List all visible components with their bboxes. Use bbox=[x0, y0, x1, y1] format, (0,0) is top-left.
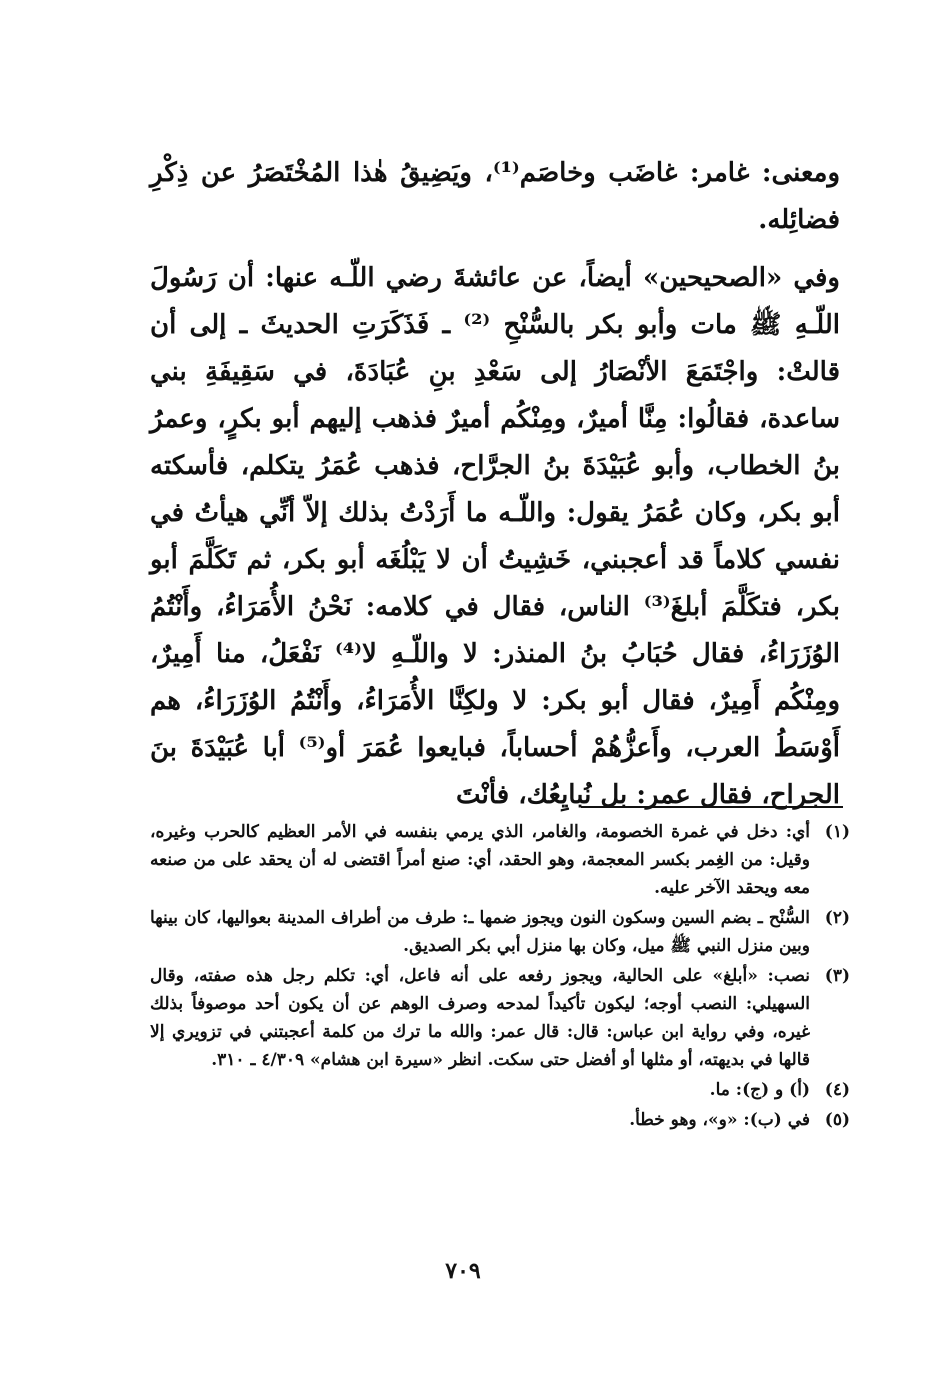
footnote-separator-rule bbox=[581, 806, 843, 808]
footnote-text: السُّنْح ـ بضم السين وسكون النون ويجوز ضمها ـ: طرف من أطراف المدينة بعواليها، كان بينها وبين منزل النبي ﷺ ميل، وكان بها منزل أبي بكر الصديق. bbox=[150, 908, 810, 956]
footnote-number: (١) bbox=[824, 822, 850, 842]
page-number: ٧٠٩ bbox=[445, 1258, 481, 1284]
footnote-text: أي: دخل في غمرة الخصومة، والغامر، الذي يرمي بنفسه في الأمر العظيم كالحرب وغيره، وقيل: من الغِمر بكسر المعجمة، وهو الحقد، أي: صنع أمراً اقتضى له أن يحقد على من صنعه معه ويحقد الآخر عليه. bbox=[150, 822, 810, 898]
footnote-3 bbox=[150, 962, 850, 1074]
paragraph-2-text: وفي «الصحيحين» أيضاً، عن عائشةَ رضي اللّـه عنها: أن رَسُولَ اللّـهِ ﷺ مات وأبو بكر بالسُّنْحِ ⁽²⁾ ـ فَذَكَرَتِ الحديثَ ـ إلى أن قالتْ: واجْتَمَعَ الأنْصَارُ إلى سَعْدِ بنِ عُبَادَةَ، في سَقِيفَةِ بني ساعدة، فقالُوا: مِنَّا أميرٌ، ومِنْكُم أميرٌ فذهب إليهم أبو بكرٍ، وعمرُ بنُ الخطاب، وأبو عُبَيْدَةَ بنُ الجرَّاح، فذهب عُمَرُ يتكلم، فأسكته أبو بكر، وكان عُمَرُ يقول: واللّـه ما أَرَدْتُ بذلك إلاّ أنِّي هيأتُ في نفسي كلاماً قد أعجبني، خَشِيتُ أن لا يَبْلُغَه أبو بكر، ثم تَكَلَّمَ أبو بكر، فتكَلَّمَ أبلغَ⁽³⁾ الناس، فقال في كلامه: نَحْنُ الأُمَرَاءُ، وأَنْتُمُ الوُزَرَاءُ، فقال حُبَابُ بنُ المنذر: لا واللّـهِ لا⁽⁴⁾ نَفْعَلُ، منا أَمِيرٌ، ومِنْكُم أَمِيرٌ، فقال أبو بكر: لا ولكِنَّا الأُمَرَاءُ، وأَنْتُمُ الوُزَرَاءُ، هم أَوْسَطُ العرب، وأَعزُّهُمْ أحساباً، فبايعوا عُمَرَ أو⁽⁵⁾ أبا عُبَيْدَةَ بنَ الجراح، فقال عمر: بل نُبايِعُك، فأنْتَ bbox=[150, 263, 841, 810]
paragraph-1-text: ومعنى: غامر: غاضَب وخاصَم⁽¹⁾، ويَضِيقُ هٰذا المُخْتَصَرُ عن ذِكْرِ فضائِله. bbox=[150, 158, 841, 235]
footnotes-section bbox=[150, 818, 850, 1136]
footnote-number: (٣) bbox=[824, 966, 850, 986]
footnote-number: (٥) bbox=[824, 1110, 850, 1130]
footnote-2 bbox=[150, 904, 850, 960]
footnote-5 bbox=[150, 1106, 850, 1134]
footnote-4 bbox=[150, 1076, 850, 1104]
footnote-1 bbox=[150, 818, 850, 902]
main-text-paragraph-1 bbox=[150, 150, 840, 244]
footnote-number: (٢) bbox=[824, 908, 850, 928]
main-text-paragraph-2 bbox=[150, 255, 840, 819]
footnote-text: نصب: «أبلغ» على الحالية، ويجوز رفعه على أنه فاعل، أي: تكلم رجل هذه صفته، وقال السهيلي: النصب أوجه؛ ليكون تأكيداً لمدحه وصرف الوهم عن أن يكون أحد موصوفاً بذلك غيره، وفي رواية ابن عباس: قال: قال عمر: والله ما ترك من كلمة أعجبتني في تزويري إلا قالها في بديهته، أو مثلها أو أفضل حتى سكت. انظر «سيرة ابن هشام» ٤/٣٠٩ ـ ٣١٠. bbox=[150, 966, 810, 1070]
footnote-text: في (ب): «و»، وهو خطأ. bbox=[629, 1110, 810, 1130]
footnote-text: (أ) و (ج): ما. bbox=[709, 1080, 810, 1100]
footnote-number: (٤) bbox=[824, 1080, 850, 1100]
